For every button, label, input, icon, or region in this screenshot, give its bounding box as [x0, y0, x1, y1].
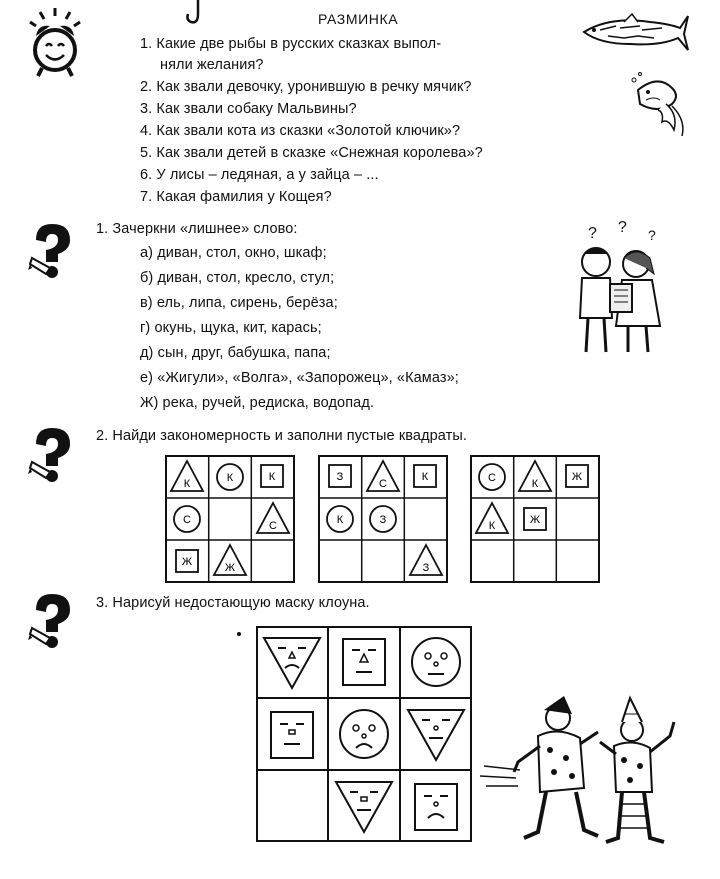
cell-circle-k — [327, 506, 353, 532]
task1-item-g: г) окунь, щука, кит, карась; — [140, 320, 322, 336]
warmup-question-1: 1. Какие две рыбы в русских сказках выпол- — [140, 36, 442, 52]
pattern-grid-2 — [318, 455, 448, 585]
cell-letter: З — [422, 562, 430, 574]
cell-letter: З — [336, 471, 344, 483]
cell-letter: С — [488, 472, 496, 484]
decorative-dot — [237, 632, 241, 636]
task2-title: 2. Найди закономерность и заполни пустые квадраты. — [96, 428, 468, 444]
warmup-title: РАЗМИНКА — [318, 11, 399, 27]
cell-letter: К — [421, 471, 429, 483]
cell-letter: С — [379, 478, 387, 490]
children-reading-illustration — [566, 218, 676, 365]
cell-letter: Ж — [529, 514, 541, 526]
svg-text:?: ? — [588, 225, 597, 242]
task1-item-a: а) диван, стол, окно, шкаф; — [140, 245, 327, 261]
mask-square-sad — [415, 784, 457, 830]
cell-square-zh — [176, 550, 198, 572]
task1-item-zh: Ж) река, ручей, редиска, водопад. — [140, 395, 375, 411]
cell-square-k — [261, 465, 283, 487]
cell-letter: К — [336, 514, 344, 526]
task3-title: 3. Нарисуй недостающую маску клоуна. — [96, 595, 370, 611]
cell-letter: К — [488, 520, 496, 532]
task1-title: 1. Зачеркни «лишнее» слово: — [96, 221, 298, 237]
cell-letter: Ж — [181, 556, 193, 568]
question-mark-pencil-icon — [28, 426, 76, 484]
clowns-illustration — [480, 692, 690, 857]
mask-circle-neutral — [412, 638, 460, 686]
cell-letter: Ж — [224, 562, 236, 574]
hook-icon — [184, 0, 208, 33]
cell-letter: К — [268, 471, 276, 483]
question-mark-pencil-icon — [28, 592, 76, 650]
warmup-question-4: 4. Как звали кота из сказки «Золотой ключик»? — [140, 123, 461, 139]
task1-item-b: б) диван, стол, кресло, стул; — [140, 270, 335, 286]
task1-item-e: е) «Жигули», «Волга», «Запорожец», «Камаз»; — [140, 370, 459, 386]
cell-square-z — [329, 465, 351, 487]
warmup-question-7: 7. Какая фамилия у Кощея? — [140, 189, 332, 205]
pattern-grid-3 — [470, 455, 600, 585]
warmup-question-1-cont: няли желания? — [160, 57, 264, 73]
cell-letter: К — [183, 478, 191, 490]
cell-letter: С — [183, 514, 191, 526]
cell-circle-c — [174, 506, 200, 532]
cell-letter: К — [531, 478, 539, 490]
cell-square-k — [414, 465, 436, 487]
svg-text:?: ? — [648, 227, 656, 243]
warmup-question-3: 3. Как звали собаку Мальвины? — [140, 101, 357, 117]
pattern-grid-1 — [165, 455, 295, 585]
mask-square-neutral — [343, 639, 385, 685]
pike-fish-illustration — [580, 8, 690, 63]
clown-mask-grid — [256, 626, 472, 844]
svg-text:?: ? — [618, 219, 627, 236]
mask-square-neutral — [271, 712, 313, 758]
warmup-question-6: 6. У лисы – ледяная, а у зайца – ... — [140, 167, 379, 183]
cell-circle-k — [217, 464, 243, 490]
task1-item-v: в) ель, липа, сирень, берёза; — [140, 295, 338, 311]
cell-circle-c — [479, 464, 505, 490]
alarm-clock-icon — [24, 6, 86, 80]
cell-square-zh — [524, 508, 546, 530]
cell-square-zh — [566, 465, 588, 487]
task1-item-d: д) сын, друг, бабушка, папа; — [140, 345, 331, 361]
cell-letter: С — [269, 520, 277, 532]
cell-letter: З — [379, 514, 387, 526]
cell-letter: К — [226, 472, 234, 484]
cell-letter: Ж — [571, 471, 583, 483]
mask-circle-sad — [340, 710, 388, 758]
question-mark-pencil-icon — [28, 222, 76, 280]
warmup-question-5: 5. Как звали детей в сказке «Снежная королева»? — [140, 145, 483, 161]
warmup-question-2: 2. Как звали девочку, уронившую в речку мячик? — [140, 79, 472, 95]
goldfish-illustration — [628, 70, 688, 145]
cell-circle-z — [370, 506, 396, 532]
